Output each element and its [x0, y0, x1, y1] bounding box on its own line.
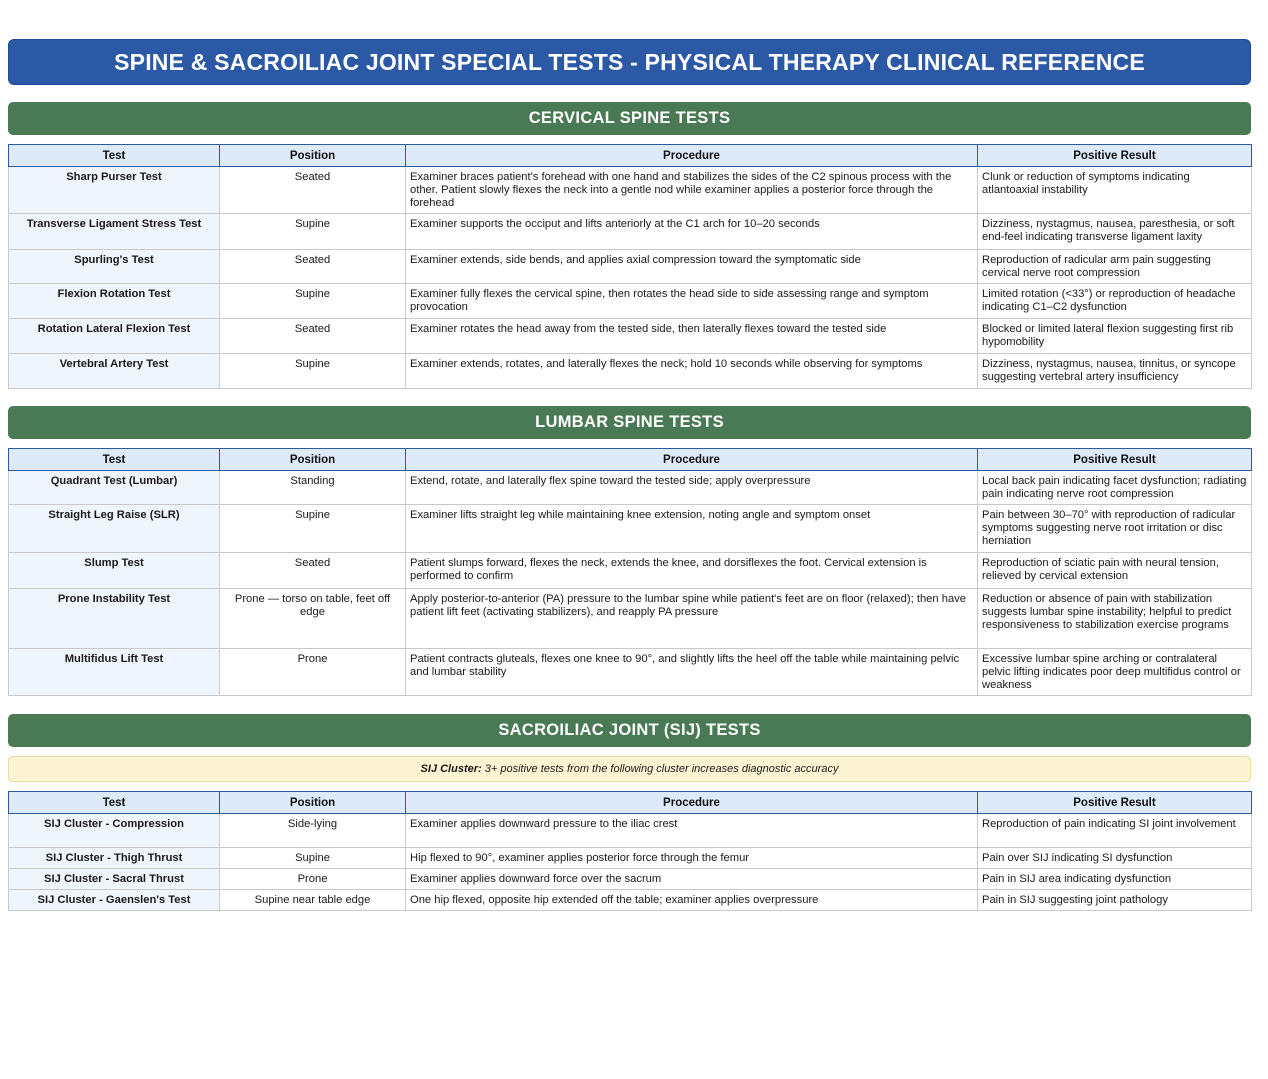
test-name: SIJ Cluster - Compression — [9, 814, 220, 848]
table-row — [9, 890, 1252, 911]
test-result: Reproduction of pain indicating SI joint involvement — [978, 814, 1252, 848]
test-procedure: Examiner supports the occiput and lifts anteriorly at the C1 arch for 10–20 seconds — [406, 214, 978, 250]
table-row — [9, 250, 1252, 284]
test-procedure: Extend, rotate, and laterally flex spine toward the tested side; apply overpressure — [406, 471, 978, 505]
test-procedure: Hip flexed to 90°, examiner applies posterior force through the femur — [406, 848, 978, 869]
test-procedure: Examiner lifts straight leg while maintaining knee extension, noting angle and symptom onset — [406, 505, 978, 553]
test-name: SIJ Cluster - Gaenslen's Test — [9, 890, 220, 911]
test-name: Prone Instability Test — [9, 589, 220, 649]
test-position: Standing — [220, 471, 406, 505]
test-result: Clunk or reduction of symptoms indicating atlantoaxial instability — [978, 167, 1252, 214]
test-position: Supine — [220, 214, 406, 250]
test-procedure: Examiner extends, rotates, and laterally flexes the neck; hold 10 seconds while observing for symptoms — [406, 354, 978, 389]
table-row — [9, 471, 1252, 505]
test-position: Supine — [220, 505, 406, 553]
test-result: Local back pain indicating facet dysfunction; radiating pain indicating nerve root compression — [978, 471, 1252, 505]
column-header-result: Positive Result — [978, 792, 1252, 814]
reference-page — [8, 39, 1251, 911]
column-header-test: Test — [9, 792, 220, 814]
test-name: Spurling's Test — [9, 250, 220, 284]
table-row — [9, 284, 1252, 319]
test-position: Supine near table edge — [220, 890, 406, 911]
test-result: Reproduction of radicular arm pain suggesting cervical nerve root compression — [978, 250, 1252, 284]
table-row — [9, 869, 1252, 890]
table-header-row — [9, 145, 1252, 167]
test-procedure: Examiner applies downward force over the sacrum — [406, 869, 978, 890]
test-procedure: Examiner braces patient's forehead with one hand and stabilizes the sides of the C2 spinous process with the other. Patient slowly flexes the neck into a gentle nod while examiner applies a posterior force through the forehead — [406, 167, 978, 214]
column-header-result: Positive Result — [978, 145, 1252, 167]
test-name: Straight Leg Raise (SLR) — [9, 505, 220, 553]
table-row — [9, 354, 1252, 389]
test-procedure: Examiner applies downward pressure to the iliac crest — [406, 814, 978, 848]
section-header-sij: SACROILIAC JOINT (SIJ) TESTS — [8, 714, 1251, 747]
test-position: Seated — [220, 319, 406, 354]
test-result: Pain in SIJ area indicating dysfunction — [978, 869, 1252, 890]
test-name: SIJ Cluster - Thigh Thrust — [9, 848, 220, 869]
test-result: Dizziness, nystagmus, nausea, tinnitus, or syncope suggesting vertebral artery insufficiency — [978, 354, 1252, 389]
test-result: Excessive lumbar spine arching or contralateral pelvic lifting indicates poor deep multifidus control or weakness — [978, 649, 1252, 696]
lumbar-tests-table — [8, 448, 1252, 696]
section-header-lumbar: LUMBAR SPINE TESTS — [8, 406, 1251, 439]
test-name: Transverse Ligament Stress Test — [9, 214, 220, 250]
test-result: Reproduction of sciatic pain with neural tension, relieved by cervical extension — [978, 553, 1252, 589]
table-row — [9, 167, 1252, 214]
test-name: Vertebral Artery Test — [9, 354, 220, 389]
test-result: Dizziness, nystagmus, nausea, paresthesia, or soft end-feel indicating transverse ligament laxity — [978, 214, 1252, 250]
note-label: SIJ Cluster: — [420, 763, 482, 775]
test-procedure: Examiner rotates the head away from the tested side, then laterally flexes toward the tested side — [406, 319, 978, 354]
test-name: Flexion Rotation Test — [9, 284, 220, 319]
table-row — [9, 649, 1252, 696]
table-row — [9, 214, 1252, 250]
test-procedure: One hip flexed, opposite hip extended off the table; examiner applies overpressure — [406, 890, 978, 911]
table-row — [9, 319, 1252, 354]
sij-cluster-note — [8, 756, 1251, 782]
test-result: Pain over SIJ indicating SI dysfunction — [978, 848, 1252, 869]
test-name: SIJ Cluster - Sacral Thrust — [9, 869, 220, 890]
column-header-position: Position — [220, 145, 406, 167]
test-result: Pain between 30–70° with reproduction of radicular symptoms suggesting nerve root irritation or disc herniation — [978, 505, 1252, 553]
test-position: Prone — torso on table, feet off edge — [220, 589, 406, 649]
sij-tests-table — [8, 791, 1252, 911]
table-header-row — [9, 792, 1252, 814]
test-name: Rotation Lateral Flexion Test — [9, 319, 220, 354]
test-result: Reduction or absence of pain with stabilization suggests lumbar spine instability; helpful to predict responsiveness to stabilization exercise programs — [978, 589, 1252, 649]
test-name: Sharp Purser Test — [9, 167, 220, 214]
test-position: Prone — [220, 869, 406, 890]
test-procedure: Patient slumps forward, flexes the neck, extends the knee, and dorsiflexes the foot. Cervical extension is performed to confirm — [406, 553, 978, 589]
table-row — [9, 553, 1252, 589]
test-name: Slump Test — [9, 553, 220, 589]
test-name: Quadrant Test (Lumbar) — [9, 471, 220, 505]
test-procedure: Examiner extends, side bends, and applies axial compression toward the symptomatic side — [406, 250, 978, 284]
section-header-cervical: CERVICAL SPINE TESTS — [8, 102, 1251, 135]
cervical-tests-table — [8, 144, 1252, 389]
table-row — [9, 505, 1252, 553]
table-row — [9, 848, 1252, 869]
column-header-position: Position — [220, 792, 406, 814]
column-header-procedure: Procedure — [406, 449, 978, 471]
table-row — [9, 589, 1252, 649]
test-name: Multifidus Lift Test — [9, 649, 220, 696]
test-procedure: Apply posterior-to-anterior (PA) pressure to the lumbar spine while patient's feet are on floor (relaxed); then have patient lift feet (activating stabilizers), and reapply PA pressure — [406, 589, 978, 649]
column-header-result: Positive Result — [978, 449, 1252, 471]
test-position: Seated — [220, 167, 406, 214]
test-result: Blocked or limited lateral flexion suggesting first rib hypomobility — [978, 319, 1252, 354]
test-result: Pain in SIJ suggesting joint pathology — [978, 890, 1252, 911]
test-position: Seated — [220, 553, 406, 589]
note-text: 3+ positive tests from the following cluster increases diagnostic accuracy — [484, 763, 839, 775]
column-header-test: Test — [9, 145, 220, 167]
table-row — [9, 814, 1252, 848]
test-position: Seated — [220, 250, 406, 284]
test-position: Prone — [220, 649, 406, 696]
test-procedure: Examiner fully flexes the cervical spine, then rotates the head side to side assessing range and symptom provocation — [406, 284, 978, 319]
test-position: Supine — [220, 848, 406, 869]
test-position: Side-lying — [220, 814, 406, 848]
test-position: Supine — [220, 284, 406, 319]
test-procedure: Patient contracts gluteals, flexes one knee to 90°, and slightly lifts the heel off the table while maintaining pelvic and lumbar stability — [406, 649, 978, 696]
column-header-procedure: Procedure — [406, 145, 978, 167]
column-header-test: Test — [9, 449, 220, 471]
test-position: Supine — [220, 354, 406, 389]
test-result: Limited rotation (<33°) or reproduction of headache indicating C1–C2 dysfunction — [978, 284, 1252, 319]
column-header-procedure: Procedure — [406, 792, 978, 814]
column-header-position: Position — [220, 449, 406, 471]
page-title: SPINE & SACROILIAC JOINT SPECIAL TESTS - PHYSICAL THERAPY CLINICAL REFERENCE — [8, 39, 1251, 85]
table-header-row — [9, 449, 1252, 471]
